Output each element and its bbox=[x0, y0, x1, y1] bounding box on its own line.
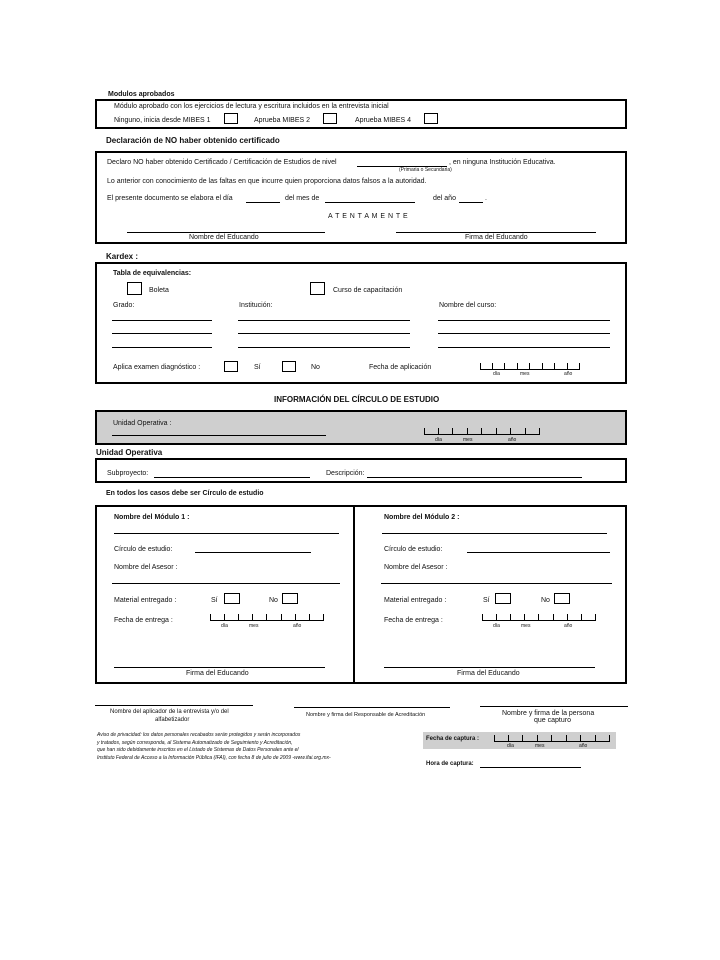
modulo-2-si-checkbox[interactable] bbox=[495, 593, 511, 604]
kardex-title: Kardex : bbox=[106, 252, 139, 261]
nombre-curso-line[interactable] bbox=[438, 333, 610, 334]
modulos-detail-section bbox=[95, 505, 627, 684]
modulo-2-fecha-mes: mes bbox=[521, 623, 531, 629]
unidad-operativa-label: Unidad Operativa : bbox=[113, 420, 172, 427]
nombre-curso-line[interactable] bbox=[438, 347, 610, 348]
modulo-1-asesor-line[interactable] bbox=[112, 583, 340, 584]
declaracion-line-3b: del mes de bbox=[285, 195, 320, 202]
aplicador-line[interactable] bbox=[95, 705, 253, 706]
modulos-option-1-label: Ninguno, inicia desde MIBES 1 bbox=[114, 117, 211, 124]
circulo-fecha-anio: año bbox=[508, 437, 517, 443]
institucion-label: Institución: bbox=[239, 302, 273, 309]
declaracion-line-3a: El presente documento se elabora el día bbox=[107, 195, 233, 202]
aplicador-label-b: alfabetizador bbox=[155, 717, 190, 723]
institucion-line[interactable] bbox=[238, 347, 410, 348]
modulos-option-2-label: Aprueba MIBES 2 bbox=[254, 117, 311, 124]
boleta-checkbox[interactable] bbox=[127, 282, 142, 295]
modulo-1-fecha-anio: año bbox=[293, 623, 302, 629]
grado-line[interactable] bbox=[112, 333, 212, 334]
fecha-aplicacion-label: Fecha de aplicación bbox=[369, 364, 432, 371]
declaracion-line-2: Lo anterior con conocimiento de las faltas en que incurre quien proporciona datos falsos a la autoridad. bbox=[107, 178, 427, 185]
capturista-label-a: Nombre y firma de la persona bbox=[502, 710, 595, 717]
examen-si-checkbox[interactable] bbox=[224, 361, 238, 372]
fecha-captura-field[interactable] bbox=[494, 732, 610, 742]
mes-field[interactable] bbox=[325, 202, 415, 203]
modulo-1-fecha-label: Fecha de entrega : bbox=[114, 617, 173, 624]
nivel-hint: (Primaria o Secundaria) bbox=[399, 167, 452, 173]
modulo-2-name-line[interactable] bbox=[382, 533, 607, 534]
fecha-aplicacion-anio: año bbox=[564, 371, 573, 377]
modulo-2-no-label: No bbox=[541, 597, 550, 604]
declaracion-line-1a: Declaro NO haber obtenido Certificado / Certificación de Estudios de nivel bbox=[107, 159, 337, 166]
aviso-line: y tratados, según corresponda, al Sistema Automatizado de Seguimiento y Acreditación, bbox=[97, 739, 293, 746]
modulo-1-firma-label: Firma del Educando bbox=[186, 670, 249, 677]
modulo-1-circulo-line[interactable] bbox=[195, 552, 311, 553]
examen-si-label: Sí bbox=[254, 364, 261, 371]
modulo-1-material-label: Material entregado : bbox=[114, 597, 177, 604]
grado-line[interactable] bbox=[112, 347, 212, 348]
aviso-line: Aviso de privacidad: los datos personales recabados serán protegidos y serán incorporados bbox=[97, 732, 301, 738]
curso-checkbox[interactable] bbox=[310, 282, 325, 295]
curso-label: Curso de capacitación bbox=[333, 287, 403, 294]
modulo-2-material-label: Material entregado : bbox=[384, 597, 447, 604]
modulo-1-no-label: No bbox=[269, 597, 278, 604]
modulos-section bbox=[95, 99, 627, 129]
modulo-2-fecha-label: Fecha de entrega : bbox=[384, 617, 443, 624]
declaracion-section bbox=[95, 151, 627, 244]
grado-line[interactable] bbox=[112, 320, 212, 321]
anio-field[interactable] bbox=[459, 202, 483, 203]
examen-no-label: No bbox=[311, 364, 320, 371]
atentamente: A T E N T A M E N T E bbox=[328, 213, 409, 220]
capturista-line[interactable] bbox=[480, 706, 628, 707]
unidad-operativa-line[interactable] bbox=[112, 435, 326, 436]
nombre-curso-line[interactable] bbox=[438, 320, 610, 321]
tabla-equivalencias-label: Tabla de equivalencias: bbox=[113, 270, 192, 277]
responsable-label: Nombre y firma del Responsable de Acreditación bbox=[306, 712, 426, 718]
modulo-1-firma-line[interactable] bbox=[114, 667, 325, 668]
modulo-2-fecha-anio: año bbox=[564, 623, 573, 629]
modulo-1-fecha-mes: mes bbox=[249, 623, 259, 629]
circulo-fecha-field[interactable] bbox=[424, 425, 540, 435]
dia-field[interactable] bbox=[246, 202, 280, 203]
institucion-line[interactable] bbox=[238, 333, 410, 334]
circulo-title: INFORMACIÓN DEL CÍRCULO DE ESTUDIO bbox=[274, 395, 440, 404]
aplicador-label-a: Nombre del aplicador de la entrevista y/o del bbox=[110, 709, 229, 715]
descripcion-line[interactable] bbox=[367, 477, 582, 478]
modulo-2-title: Nombre del Módulo 2 : bbox=[384, 514, 460, 521]
declaracion-line-3c: del año bbox=[433, 195, 456, 202]
hora-captura-line[interactable] bbox=[480, 767, 581, 768]
modulo-2-fecha-dia: día bbox=[493, 623, 500, 629]
modulo-1-title: Nombre del Módulo 1 : bbox=[114, 514, 190, 521]
fecha-captura-dia: día bbox=[507, 743, 514, 749]
nombre-curso-label: Nombre del curso: bbox=[439, 302, 497, 309]
modulo-2-si-label: Sí bbox=[483, 597, 490, 604]
modulo-1-si-checkbox[interactable] bbox=[224, 593, 240, 604]
firma-educando-label: Firma del Educando bbox=[465, 234, 528, 241]
modulo-2-firma-label: Firma del Educando bbox=[457, 670, 520, 677]
aviso-line: Instituto Federal de Acceso a la Información Pública (IFAI), con fecha 8 de julio de 2009 -www.ifai.org.mx- bbox=[97, 754, 331, 761]
modulo-2-circulo-label: Círculo de estudio: bbox=[384, 546, 443, 553]
aviso-line: que han sido debidamente inscritos en el Listado de Sistemas de Datos Personales ante el bbox=[97, 747, 299, 753]
modulos-title: Modulos aprobados bbox=[108, 91, 175, 98]
modulos-option-2-checkbox[interactable] bbox=[323, 113, 337, 124]
fecha-aplicacion-mes: mes bbox=[520, 371, 530, 377]
modulo-1-no-checkbox[interactable] bbox=[282, 593, 298, 604]
modulo-2-fecha-field[interactable] bbox=[482, 611, 596, 621]
unidad-note: En todos los casos debe ser Círculo de estudio bbox=[106, 490, 264, 497]
unidad-section bbox=[95, 458, 627, 483]
fecha-aplicacion-field[interactable] bbox=[480, 360, 580, 370]
modulos-option-1-checkbox[interactable] bbox=[224, 113, 238, 124]
modulos-option-3-label: Aprueba MIBES 4 bbox=[355, 117, 412, 124]
fecha-captura-mes: mes bbox=[535, 743, 545, 749]
modulo-2-firma-line[interactable] bbox=[384, 667, 595, 668]
kardex-section bbox=[95, 262, 627, 384]
declaracion-line-3d: . bbox=[485, 195, 487, 202]
modulo-2-no-checkbox[interactable] bbox=[554, 593, 570, 604]
modulos-option-3-checkbox[interactable] bbox=[424, 113, 438, 124]
institucion-line[interactable] bbox=[238, 320, 410, 321]
nombre-educando-label: Nombre del Educando bbox=[189, 234, 259, 241]
examen-no-checkbox[interactable] bbox=[282, 361, 296, 372]
subproyecto-line[interactable] bbox=[154, 477, 310, 478]
modulo-2-asesor-line[interactable] bbox=[381, 583, 612, 584]
modulo-1-name-line[interactable] bbox=[114, 533, 339, 534]
modulo-1-fecha-field[interactable] bbox=[210, 611, 324, 621]
declaracion-title: Declaración de NO haber obtenido certificado bbox=[106, 136, 280, 145]
fecha-aplicacion-dia: día bbox=[493, 371, 500, 377]
circulo-fecha-dia: día bbox=[435, 437, 442, 443]
fecha-captura-anio: año bbox=[579, 743, 588, 749]
subproyecto-label: Subproyecto: bbox=[107, 470, 149, 477]
responsable-line[interactable] bbox=[294, 707, 450, 708]
fecha-captura-label: Fecha de captura : bbox=[426, 736, 480, 742]
unidad-title: Unidad Operativa bbox=[96, 448, 163, 457]
modulo-1-si-label: Sí bbox=[211, 597, 218, 604]
modulo-1-fecha-dia: día bbox=[221, 623, 228, 629]
modulos-divider bbox=[353, 507, 355, 682]
modulo-2-asesor-label: Nombre del Asesor : bbox=[384, 564, 448, 571]
modulo-1-circulo-label: Círculo de estudio: bbox=[114, 546, 173, 553]
modulo-1-asesor-label: Nombre del Asesor : bbox=[114, 564, 178, 571]
circulo-section bbox=[95, 410, 627, 445]
descripcion-label: Descripción: bbox=[326, 470, 365, 477]
capturista-label-b: que capturo bbox=[534, 717, 571, 724]
aviso-privacidad bbox=[97, 732, 331, 762]
hora-captura-label: Hora de captura: bbox=[426, 761, 474, 767]
modulos-intro: Módulo aprobado con los ejercicios de lectura y escritura incluidos en la entrevista inicial bbox=[114, 103, 389, 110]
modulo-2-circulo-line[interactable] bbox=[467, 552, 610, 553]
declaracion-line-1b: , en ninguna Institución Educativa. bbox=[449, 159, 556, 166]
grado-label: Grado: bbox=[113, 302, 135, 309]
boleta-label: Boleta bbox=[149, 287, 169, 294]
circulo-fecha-mes: mes bbox=[463, 437, 473, 443]
examen-label: Aplica examen diagnóstico : bbox=[113, 364, 201, 371]
